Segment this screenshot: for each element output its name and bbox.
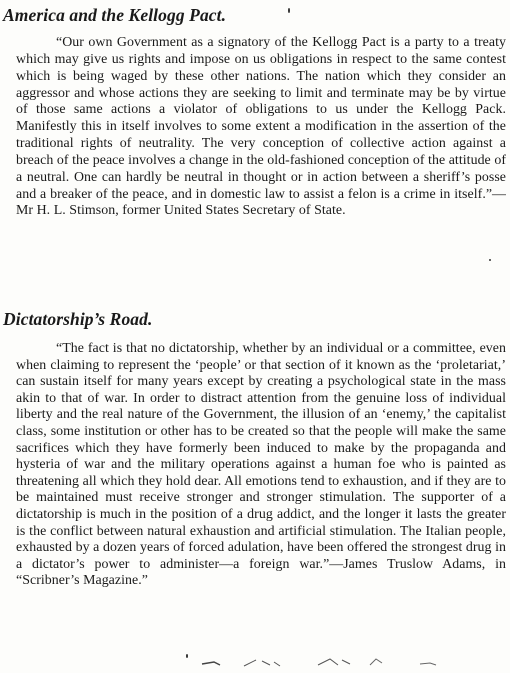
print-smudge (200, 656, 450, 670)
print-speck (489, 259, 491, 261)
article-dictatorships-road (0, 308, 510, 590)
article-kellogg-pact (0, 4, 510, 220)
article-heading: America and the Kellogg Pact. (3, 5, 227, 25)
article-quote: “The fact is that no dictatorship, whether by an individual or a committee, even when claiming to represent the ‘people’ or that section of it known as the ‘proletariat,’ can sustain itself for many years except by creating a psychological state in the mass akin to that of war. In order to distract attention from the genuine loss of individual liberty and the real nature of the Government, the illusion of an ‘enemy,’ the capitalist class, some institution or other has to be created so that the people will make the same sacrifices which they have formerly been induced to make by the propaganda and hysteria of war and the military operations against a human foe who is painted as threatening all which they hold dear. All emotions tend to exhaustion, and if they are to be maintained must receive stronger and stronger stimulation. The supporter of a dictatorship is much in the position of a drug addict, and the longer it lasts the greater is the conflict between natural exhaustion and artificial stimulation. The Italian people, exhausted by a dozen years of forced adulation, have been offered the strongest drug in a dictator’s power to administer—a foreign war.”—James Truslow Adams, in “Scribner’s Magazine.” (16, 341, 506, 589)
print-speck (288, 8, 290, 13)
print-speck (186, 654, 188, 658)
article-quote: “Our own Government as a signatory of the Kellogg Pact is a party to a treaty which may give us rights and impose on us obligations in respect to the same contest which is being waged by these other nations. The nation which they consider an aggressor and whose actions they are seeking to limit and terminate may be by virtue of those same actions a violator of obligations to us under the Kellogg Pack. Manifestly this in itself involves to some extent a modification in the assertion of the traditional rights of neutrality. The very conception of collective action against a breach of the peace involves a change in the old-fashioned conception of the attitude of a neutral. One can hardly be neutral in thought or in action between a sheriff’s posse and a breaker of the peace, and in domestic law to assist a felon is a crime in itself.”—Mr H. L. Stimson, former United States Secretary of State. (16, 35, 506, 219)
article-heading: Dictatorship’s Road. (3, 309, 153, 329)
